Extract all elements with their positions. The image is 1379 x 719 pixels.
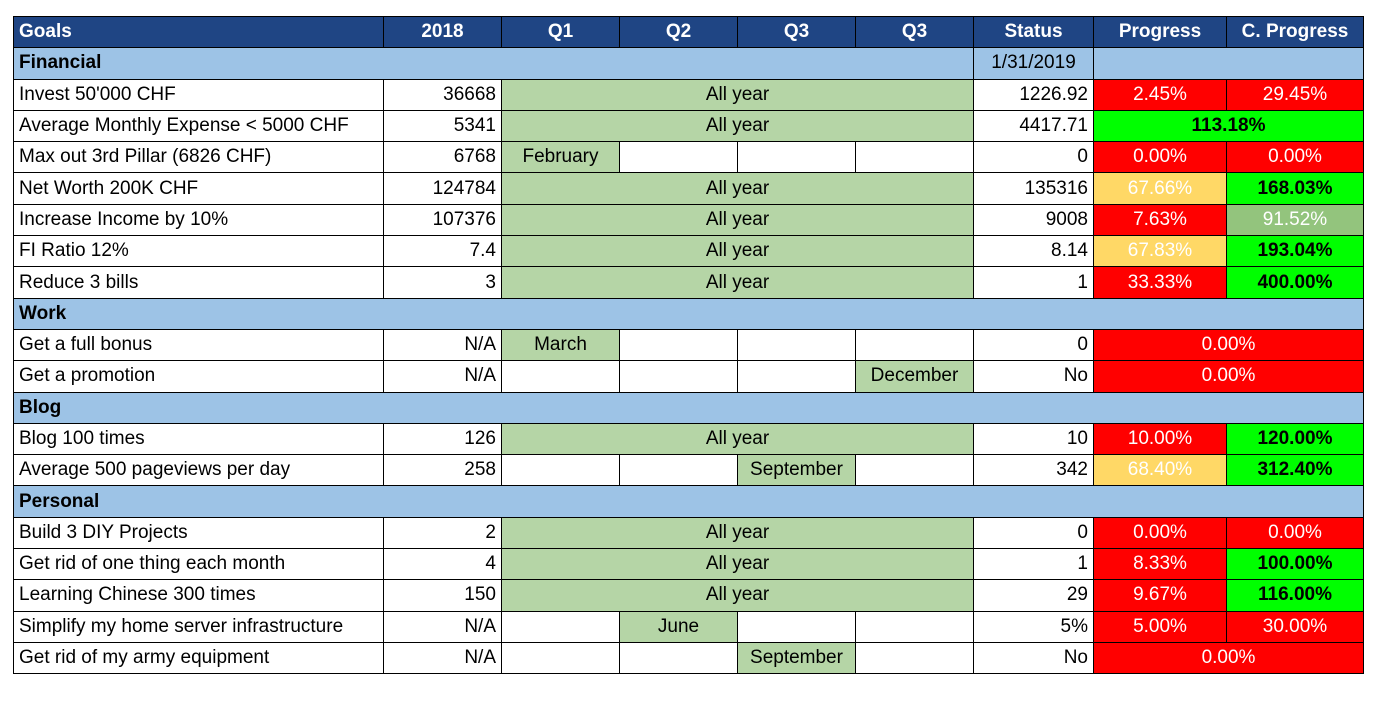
status-cell[interactable]: 8.14	[974, 236, 1094, 267]
status-cell[interactable]: 0	[974, 517, 1094, 548]
header-q3[interactable]: Q3	[738, 17, 856, 48]
progress-cell[interactable]: 5.00%	[1094, 611, 1227, 642]
table-row	[14, 361, 1364, 392]
header-row	[14, 17, 1364, 48]
progress-cell[interactable]: 0.00%	[1094, 642, 1364, 673]
value-2018-cell[interactable]: N/A	[384, 361, 502, 392]
table-row	[14, 142, 1364, 173]
value-2018-cell[interactable]: 126	[384, 423, 502, 454]
progress-cell[interactable]: 0.00%	[1094, 517, 1227, 548]
c-progress-cell[interactable]: 400.00%	[1227, 267, 1364, 298]
progress-cell[interactable]: 2.45%	[1094, 79, 1227, 110]
progress-cell[interactable]: 10.00%	[1094, 423, 1227, 454]
empty-cell[interactable]	[856, 455, 974, 486]
c-progress-cell[interactable]: 0.00%	[1227, 142, 1364, 173]
progress-cell[interactable]: 68.40%	[1094, 455, 1227, 486]
goal-cell[interactable]: Increase Income by 10%	[14, 204, 384, 235]
table-row	[14, 110, 1364, 141]
status-cell[interactable]: 342	[974, 455, 1094, 486]
table-row	[14, 173, 1364, 204]
period-cell[interactable]: All year	[502, 423, 974, 454]
section-spacer[interactable]	[1094, 48, 1364, 79]
period-cell[interactable]: June	[620, 611, 738, 642]
header-q3-second[interactable]: Q3	[856, 17, 974, 48]
status-cell[interactable]: 5%	[974, 611, 1094, 642]
period-cell[interactable]: September	[738, 642, 856, 673]
c-progress-cell[interactable]: 30.00%	[1227, 611, 1364, 642]
table-row	[14, 455, 1364, 486]
c-progress-cell[interactable]: 0.00%	[1227, 517, 1364, 548]
status-cell[interactable]: 4417.71	[974, 110, 1094, 141]
section-row-personal	[14, 486, 1364, 517]
value-2018-cell[interactable]: 5341	[384, 110, 502, 141]
c-progress-cell[interactable]: 29.45%	[1227, 79, 1364, 110]
c-progress-cell[interactable]: 193.04%	[1227, 236, 1364, 267]
empty-cell[interactable]	[620, 142, 738, 173]
period-cell[interactable]: All year	[502, 236, 974, 267]
progress-cell[interactable]: 0.00%	[1094, 361, 1364, 392]
goal-cell[interactable]: Get a promotion	[14, 361, 384, 392]
progress-cell[interactable]: 33.33%	[1094, 267, 1227, 298]
header-progress[interactable]: Progress	[1094, 17, 1227, 48]
status-cell[interactable]: No	[974, 361, 1094, 392]
goals-table	[13, 16, 1364, 674]
progress-cell[interactable]: 67.83%	[1094, 236, 1227, 267]
progress-cell[interactable]: 0.00%	[1094, 142, 1227, 173]
status-cell[interactable]: 0	[974, 329, 1094, 360]
status-cell[interactable]: 29	[974, 580, 1094, 611]
period-cell[interactable]: All year	[502, 79, 974, 110]
goal-cell[interactable]: FI Ratio 12%	[14, 236, 384, 267]
value-2018-cell[interactable]: N/A	[384, 642, 502, 673]
empty-cell[interactable]	[502, 361, 620, 392]
value-2018-cell[interactable]: 107376	[384, 204, 502, 235]
table-row	[14, 549, 1364, 580]
value-2018-cell[interactable]: N/A	[384, 329, 502, 360]
section-title[interactable]: Work	[14, 298, 1364, 329]
progress-cell[interactable]: 113.18%	[1094, 110, 1364, 141]
empty-cell[interactable]	[620, 455, 738, 486]
section-row-financial	[14, 48, 1364, 79]
value-2018-cell[interactable]: 6768	[384, 142, 502, 173]
goal-cell[interactable]: Get a full bonus	[14, 329, 384, 360]
progress-cell[interactable]: 8.33%	[1094, 549, 1227, 580]
value-2018-cell[interactable]: 3	[384, 267, 502, 298]
empty-cell[interactable]	[502, 611, 620, 642]
period-cell[interactable]: March	[502, 329, 620, 360]
c-progress-cell[interactable]: 120.00%	[1227, 423, 1364, 454]
goal-cell[interactable]: Invest 50'000 CHF	[14, 79, 384, 110]
table-row	[14, 517, 1364, 548]
section-row-blog	[14, 392, 1364, 423]
period-cell[interactable]: December	[856, 361, 974, 392]
table-row	[14, 236, 1364, 267]
goal-cell[interactable]: Get rid of one thing each month	[14, 549, 384, 580]
period-cell[interactable]: All year	[502, 267, 974, 298]
empty-cell[interactable]	[856, 329, 974, 360]
table-row	[14, 204, 1364, 235]
empty-cell[interactable]	[738, 142, 856, 173]
section-title[interactable]: Blog	[14, 392, 1364, 423]
table-row	[14, 642, 1364, 673]
empty-cell[interactable]	[738, 361, 856, 392]
status-cell[interactable]: 0	[974, 142, 1094, 173]
status-cell[interactable]: 1226.92	[974, 79, 1094, 110]
value-2018-cell[interactable]: N/A	[384, 611, 502, 642]
section-title[interactable]: Financial	[14, 48, 974, 79]
c-progress-cell[interactable]: 168.03%	[1227, 173, 1364, 204]
status-cell[interactable]: 10	[974, 423, 1094, 454]
goal-cell[interactable]: Simplify my home server infrastructure	[14, 611, 384, 642]
c-progress-cell[interactable]: 116.00%	[1227, 580, 1364, 611]
empty-cell[interactable]	[738, 611, 856, 642]
c-progress-cell[interactable]: 100.00%	[1227, 549, 1364, 580]
value-2018-cell[interactable]: 7.4	[384, 236, 502, 267]
table-row	[14, 423, 1364, 454]
empty-cell[interactable]	[620, 642, 738, 673]
goal-cell[interactable]: Average Monthly Expense < 5000 CHF	[14, 110, 384, 141]
header-q2[interactable]: Q2	[620, 17, 738, 48]
header-status[interactable]: Status	[974, 17, 1094, 48]
period-cell[interactable]: All year	[502, 204, 974, 235]
value-2018-cell[interactable]: 258	[384, 455, 502, 486]
status-cell[interactable]: 1	[974, 267, 1094, 298]
period-cell[interactable]: All year	[502, 517, 974, 548]
status-cell[interactable]: 1	[974, 549, 1094, 580]
table-row	[14, 79, 1364, 110]
status-cell[interactable]: 135316	[974, 173, 1094, 204]
period-cell[interactable]: February	[502, 142, 620, 173]
period-cell[interactable]: All year	[502, 173, 974, 204]
value-2018-cell[interactable]: 36668	[384, 79, 502, 110]
goal-cell[interactable]: Average 500 pageviews per day	[14, 455, 384, 486]
empty-cell[interactable]	[738, 329, 856, 360]
status-cell[interactable]: 9008	[974, 204, 1094, 235]
empty-cell[interactable]	[856, 142, 974, 173]
progress-cell[interactable]: 7.63%	[1094, 204, 1227, 235]
table-row	[14, 329, 1364, 360]
table-row	[14, 611, 1364, 642]
goal-cell[interactable]: Build 3 DIY Projects	[14, 517, 384, 548]
section-row-work	[14, 298, 1364, 329]
empty-cell[interactable]	[502, 455, 620, 486]
value-2018-cell[interactable]: 150	[384, 580, 502, 611]
value-2018-cell[interactable]: 4	[384, 549, 502, 580]
goal-cell[interactable]: Learning Chinese 300 times	[14, 580, 384, 611]
empty-cell[interactable]	[856, 611, 974, 642]
goal-cell[interactable]: Reduce 3 bills	[14, 267, 384, 298]
table-row	[14, 267, 1364, 298]
goal-cell[interactable]: Net Worth 200K CHF	[14, 173, 384, 204]
header-2018[interactable]: 2018	[384, 17, 502, 48]
empty-cell[interactable]	[856, 642, 974, 673]
header-goals[interactable]: Goals	[14, 17, 384, 48]
goal-cell[interactable]: Get rid of my army equipment	[14, 642, 384, 673]
value-2018-cell[interactable]: 124784	[384, 173, 502, 204]
progress-cell[interactable]: 9.67%	[1094, 580, 1227, 611]
empty-cell[interactable]	[620, 329, 738, 360]
section-title[interactable]: Personal	[14, 486, 1364, 517]
progress-cell[interactable]: 67.66%	[1094, 173, 1227, 204]
status-date[interactable]: 1/31/2019	[974, 48, 1094, 79]
empty-cell[interactable]	[620, 361, 738, 392]
period-cell[interactable]: All year	[502, 580, 974, 611]
header-q1[interactable]: Q1	[502, 17, 620, 48]
progress-cell[interactable]: 0.00%	[1094, 329, 1364, 360]
period-cell[interactable]: September	[738, 455, 856, 486]
goal-cell[interactable]: Max out 3rd Pillar (6826 CHF)	[14, 142, 384, 173]
value-2018-cell[interactable]: 2	[384, 517, 502, 548]
c-progress-cell[interactable]: 91.52%	[1227, 204, 1364, 235]
goal-cell[interactable]: Blog 100 times	[14, 423, 384, 454]
period-cell[interactable]: All year	[502, 110, 974, 141]
header-c-progress[interactable]: C. Progress	[1227, 17, 1364, 48]
empty-cell[interactable]	[502, 642, 620, 673]
period-cell[interactable]: All year	[502, 549, 974, 580]
status-cell[interactable]: No	[974, 642, 1094, 673]
c-progress-cell[interactable]: 312.40%	[1227, 455, 1364, 486]
table-row	[14, 580, 1364, 611]
